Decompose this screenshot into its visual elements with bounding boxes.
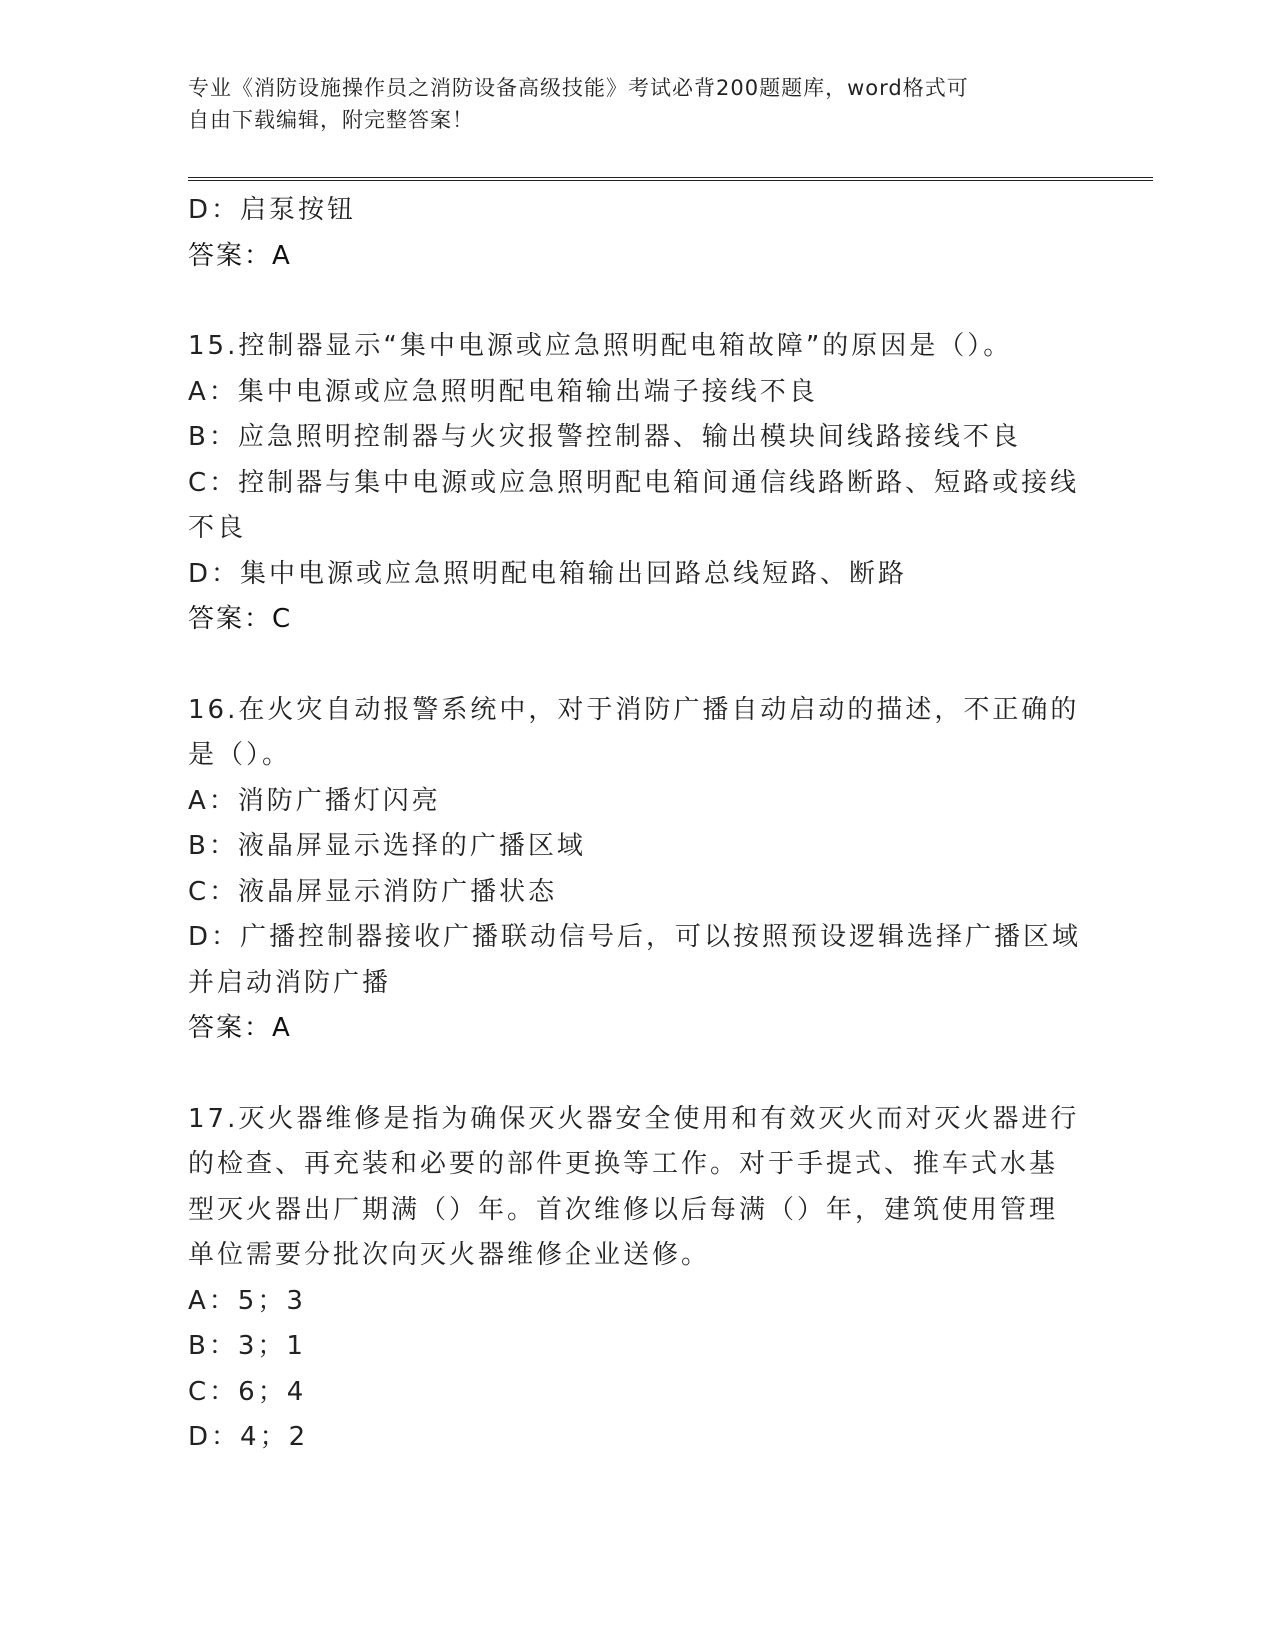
option-d: D：集中电源或应急照明配电箱输出回路总线短路、断路 bbox=[188, 558, 908, 589]
question-15 bbox=[188, 324, 1088, 643]
question-text-continued: 单位需要分批次向灭火器维修企业送修。 bbox=[188, 1240, 711, 1270]
option-c: C：液晶屏显示消防广播状态 bbox=[188, 876, 558, 907]
question-text: 17.灭火器维修是指为确保灭火器安全使用和有效灭火而对灭火器进行 bbox=[188, 1103, 1080, 1134]
answer: 答案：A bbox=[188, 1013, 292, 1043]
option-d: D：广播控制器接收广播联动信号后，可以按照预设逻辑选择广播区域 bbox=[188, 922, 1082, 952]
option-d: D：4；2 bbox=[188, 1422, 309, 1452]
option-a: A：5；3 bbox=[188, 1285, 306, 1316]
header-title-line-2: 自由下载编辑，附完整答案！ bbox=[188, 108, 474, 132]
answer: 答案：C bbox=[188, 604, 293, 634]
option-b: B：3；1 bbox=[188, 1331, 306, 1361]
option-d: D：启泵按钮 bbox=[188, 195, 357, 225]
option-c: C：控制器与集中电源或应急照明配电箱间通信线路断路、短路或接线 bbox=[188, 467, 1080, 498]
document-header bbox=[188, 72, 1088, 136]
question-list bbox=[188, 188, 1088, 1461]
question-text-continued: 型灭火器出厂期满（）年。首次维修以后每满（）年，建筑使用管理 bbox=[188, 1194, 1059, 1225]
spacer bbox=[188, 1052, 1088, 1097]
option-c: C：6；4 bbox=[188, 1376, 307, 1407]
option-a: A：集中电源或应急照明配电箱输出端子接线不良 bbox=[188, 376, 818, 407]
option-a: A：消防广播灯闪亮 bbox=[188, 785, 441, 816]
answer: 答案：A bbox=[188, 240, 292, 271]
question-text-continued: 是（）。 bbox=[188, 740, 292, 770]
question-text: 16.在火灾自动报警系统中，对于消防广播自动启动的描述，不正确的 bbox=[188, 694, 1080, 725]
question-text: 15.控制器显示“集中电源或应急照明配电箱故障”的原因是（）。 bbox=[188, 331, 1013, 361]
header-divider bbox=[188, 177, 1153, 181]
option-d-continued: 并启动消防广播 bbox=[188, 967, 392, 998]
option-b: B：应急照明控制器与火灾报警控制器、输出模块间线路接线不良 bbox=[188, 422, 1021, 452]
question-17 bbox=[188, 1097, 1088, 1461]
question-text-continued: 的检查、再充装和必要的部件更换等工作。对于手提式、推车式水基 bbox=[188, 1149, 1059, 1179]
previous-question-tail bbox=[188, 188, 1088, 279]
question-16 bbox=[188, 688, 1088, 1052]
option-c-continued: 不良 bbox=[188, 513, 247, 543]
header-title-line-1: 专业《消防设施操作员之消防设备高级技能》考试必背200题题库，word格式可 bbox=[188, 76, 969, 100]
option-b: B：液晶屏显示选择的广播区域 bbox=[188, 831, 586, 861]
spacer bbox=[188, 279, 1088, 324]
spacer bbox=[188, 643, 1088, 688]
